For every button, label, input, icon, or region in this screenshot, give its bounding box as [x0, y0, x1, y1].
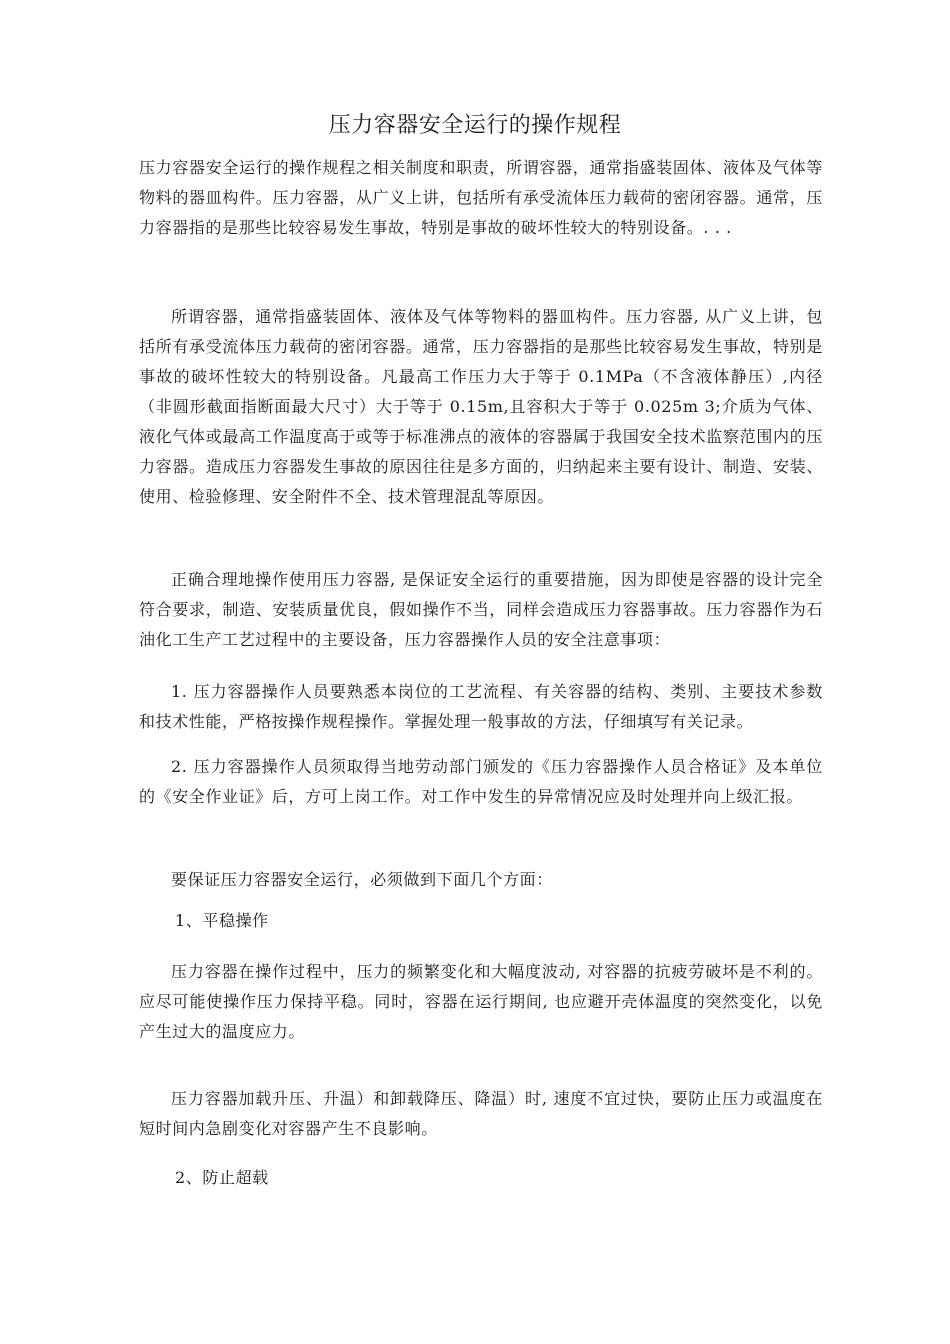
- body-paragraph-5: 压力容器加载升压、升温）和卸载降压、降温）时, 速度不宜过快，要防止压力或温度在短时间内急剧变化对容器产生不良影响。: [139, 1089, 823, 1138]
- body-paragraph-4: 压力容器在操作过程中，压力的频繁变化和大幅度波动, 对容器的抗疲劳破坏是不利的。应尽可能使操作压力保持平稳。同时，容器在运行期间, 也应避开壳体温度的突然变化，以免产生过大的温度应力。: [139, 962, 823, 1041]
- body-paragraph-3: 要保证压力容器安全运行，必须做到下面几个方面：: [171, 870, 553, 889]
- section-heading-2: 2、防止超载: [175, 1168, 269, 1187]
- summary-paragraph: 压力容器安全运行的操作规程之相关制度和职责，所谓容器，通常指盛装固体、液体及气体等物料的器皿构件。压力容器，从广义上讲，包括所有承受流体压力载荷的密闭容器。通常，压力容器指的是那些比较容易发生事故，特别是事故的破坏性较大的特别设备。. . .: [139, 158, 823, 237]
- document-title: 压力容器安全运行的操作规程: [328, 113, 622, 138]
- list-item-2: 2. 压力容器操作人员须取得当地劳动部门颁发的《压力容器操作人员合格证》及本单位的《安全作业证》后，方可上岗工作。对工作中发生的异常情况应及时处理并向上级汇报。: [139, 757, 823, 806]
- body-paragraph-2: 正确合理地操作使用压力容器, 是保证安全运行的重要措施，因为即使是容器的设计完全符合要求，制造、安装质量优良，假如操作不当，同样会造成压力容器事故。压力容器作为石油化工生产工艺过程中的主要设备，压力容器操作人员的安全注意事项：: [139, 570, 823, 649]
- body-paragraph-1: 所谓容器，通常指盛装固体、液体及气体等物料的器皿构件。压力容器, 从广义上讲，包括所有承受流体压力载荷的密闭容器。通常，压力容器指的是那些比较容易发生事故，特别是事故的破坏性较大的特别设备。凡最高工作压力大于等于 0.1MPa（不含液体静压）,内径（非圆形截面指断面最大尺寸）大于等于 0.15m,且容积大于等于 0.025m 3;介质为气体、液化气体或最高工作温度高于或等于标准沸点的液体的容器属于我国安全技术监察范围内的压力容器。造成压力容器发生事故的原因往往是多方面的，归纳起来主要有设计、制造、安装、使用、检验修理、安全附件不全、技术管理混乱等原因。: [139, 307, 823, 506]
- list-item-1: 1. 压力容器操作人员要熟悉本岗位的工艺流程、有关容器的结构、类别、主要技术参数和技术性能，严格按操作规程操作。掌握处理一般事故的方法，仔细填写有关记录。: [139, 682, 823, 731]
- section-heading-1: 1、平稳操作: [175, 911, 269, 930]
